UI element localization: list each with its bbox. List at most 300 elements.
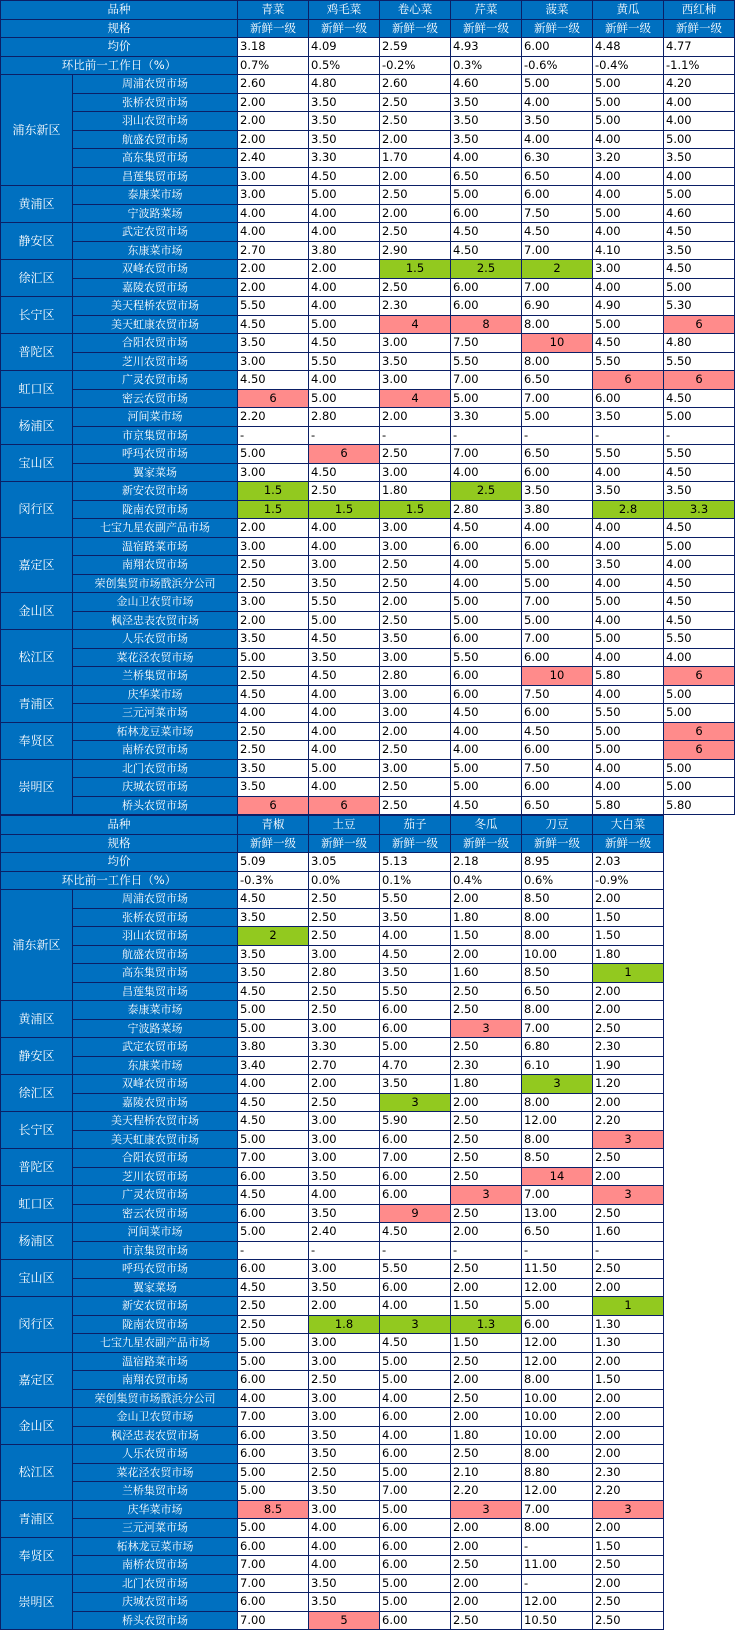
district-name: 青浦区 bbox=[1, 685, 73, 722]
district-name: 宝山区 bbox=[1, 445, 73, 482]
table-row bbox=[1, 519, 735, 538]
district-name: 嘉定区 bbox=[1, 537, 73, 593]
district-name: 虹口区 bbox=[1, 1186, 73, 1223]
district-name: 普陀区 bbox=[1, 1149, 73, 1186]
table-row bbox=[1, 890, 735, 909]
price-cell: 2.50 bbox=[451, 1001, 522, 1020]
price-cell: 4.00 bbox=[593, 167, 664, 186]
price-cell: - bbox=[309, 1241, 380, 1260]
price-cell: 3.00 bbox=[593, 260, 664, 279]
market-name: 北门农贸市场 bbox=[73, 759, 238, 778]
price-cell: 3.00 bbox=[309, 1500, 380, 1519]
empty-cell bbox=[664, 834, 735, 853]
price-cell: 2.50 bbox=[451, 1038, 522, 1057]
price-cell: 2.50 bbox=[451, 1204, 522, 1223]
price-cell: 5.50 bbox=[238, 297, 309, 316]
district-name: 金山区 bbox=[1, 593, 73, 630]
price-cell: 3.30 bbox=[309, 149, 380, 168]
table-row bbox=[1, 482, 735, 501]
price-cell: 5.00 bbox=[522, 611, 593, 630]
price-cell: 2.50 bbox=[451, 1611, 522, 1630]
price-cell: 4.00 bbox=[309, 297, 380, 316]
price-cell: 3.80 bbox=[522, 500, 593, 519]
price-cell: 4.00 bbox=[309, 741, 380, 760]
price-cell: 2.50 bbox=[451, 1112, 522, 1131]
price-cell: 6.00 bbox=[593, 389, 664, 408]
price-cell: 2.00 bbox=[593, 982, 664, 1001]
price-cell: 3 bbox=[593, 1186, 664, 1205]
price-cell: 3.00 bbox=[309, 1334, 380, 1353]
price-cell: 4.50 bbox=[309, 667, 380, 686]
price-cell: - bbox=[522, 1537, 593, 1556]
price-cell: 4.00 bbox=[451, 574, 522, 593]
price-cell: 2.00 bbox=[238, 519, 309, 538]
price-cell: 3.50 bbox=[380, 908, 451, 927]
price-cell: 6.00 bbox=[238, 1167, 309, 1186]
market-name: 广灵农贸市场 bbox=[73, 371, 238, 390]
price-cell: 2.40 bbox=[309, 1223, 380, 1242]
market-name: 嘉陵农贸市场 bbox=[73, 1093, 238, 1112]
price-cell: 4.50 bbox=[664, 260, 735, 279]
table-row bbox=[1, 704, 735, 723]
price-cell: 8.00 bbox=[522, 1519, 593, 1538]
price-cell: 3.30 bbox=[451, 408, 522, 427]
price-cell: 2.80 bbox=[451, 500, 522, 519]
market-name: 北门农贸市场 bbox=[73, 1574, 238, 1593]
market-name: 美天虹康农贸市场 bbox=[73, 315, 238, 334]
price-cell: 7.00 bbox=[380, 1149, 451, 1168]
price-cell: 5.00 bbox=[664, 537, 735, 556]
empty-cell bbox=[664, 1482, 735, 1501]
price-cell: 4.00 bbox=[309, 371, 380, 390]
district-name: 徐汇区 bbox=[1, 260, 73, 297]
empty-cell bbox=[664, 1278, 735, 1297]
price-cell: 2.5 bbox=[451, 260, 522, 279]
price-cell: 2.50 bbox=[380, 556, 451, 575]
price-cell: 2.50 bbox=[380, 445, 451, 464]
price-cell: 4.00 bbox=[522, 93, 593, 112]
price-cell: 7.00 bbox=[522, 593, 593, 612]
table-row bbox=[1, 1445, 735, 1464]
market-name: 人乐农贸市场 bbox=[73, 630, 238, 649]
average-price: 3.05 bbox=[309, 853, 380, 872]
table-row bbox=[1, 1537, 735, 1556]
price-cell: 3.50 bbox=[309, 1278, 380, 1297]
price-cell: 4.00 bbox=[309, 1537, 380, 1556]
price-cell: 2.50 bbox=[451, 1389, 522, 1408]
price-cell: 6.00 bbox=[451, 667, 522, 686]
price-cell: 6.00 bbox=[451, 297, 522, 316]
market-name: 南桥农贸市场 bbox=[73, 1556, 238, 1575]
market-name: 市京集贸市场 bbox=[73, 1241, 238, 1260]
product-name: 茄子 bbox=[380, 816, 451, 835]
empty-cell bbox=[664, 1167, 735, 1186]
price-cell: 4.00 bbox=[238, 704, 309, 723]
price-cell: 5.00 bbox=[309, 611, 380, 630]
price-cell: 6.00 bbox=[238, 1426, 309, 1445]
price-cell: 3 bbox=[451, 1186, 522, 1205]
empty-cell bbox=[664, 1260, 735, 1279]
price-cell: 6.50 bbox=[522, 982, 593, 1001]
price-cell: 2.50 bbox=[380, 611, 451, 630]
price-cell: 2.00 bbox=[451, 1408, 522, 1427]
price-cell: 2.50 bbox=[309, 908, 380, 927]
price-cell: 3 bbox=[522, 1075, 593, 1094]
empty-cell bbox=[664, 853, 735, 872]
price-cell: 6.50 bbox=[522, 167, 593, 186]
table-row bbox=[1, 167, 735, 186]
price-cell: 1.3 bbox=[451, 1315, 522, 1334]
price-cell: 2.20 bbox=[238, 408, 309, 427]
table-row bbox=[1, 445, 735, 464]
price-cell: 1.50 bbox=[451, 927, 522, 946]
market-name: 武定农贸市场 bbox=[73, 223, 238, 242]
price-cell: 4.50 bbox=[238, 315, 309, 334]
price-cell: 4.00 bbox=[593, 519, 664, 538]
district-name: 松江区 bbox=[1, 1445, 73, 1501]
price-cell: 6.00 bbox=[380, 1019, 451, 1038]
price-cell: 4.50 bbox=[522, 223, 593, 242]
price-cell: 3.50 bbox=[309, 1482, 380, 1501]
price-table-leafy bbox=[0, 0, 735, 815]
price-cell: 2.00 bbox=[451, 1537, 522, 1556]
district-name: 虹口区 bbox=[1, 371, 73, 408]
price-cell: 8.00 bbox=[522, 315, 593, 334]
price-cell: 5.00 bbox=[664, 408, 735, 427]
price-cell: 2 bbox=[238, 927, 309, 946]
market-name: 金山卫农贸市场 bbox=[73, 1408, 238, 1427]
price-cell: 2.00 bbox=[380, 408, 451, 427]
market-name: 美天程桥农贸市场 bbox=[73, 297, 238, 316]
price-cell: 6.00 bbox=[522, 704, 593, 723]
market-name: 张桥农贸市场 bbox=[73, 93, 238, 112]
price-cell: 5.50 bbox=[380, 982, 451, 1001]
price-cell: 7.00 bbox=[451, 371, 522, 390]
empty-cell bbox=[664, 1352, 735, 1371]
empty-cell bbox=[664, 945, 735, 964]
table-row bbox=[1, 1038, 735, 1057]
average-price: 4.09 bbox=[309, 38, 380, 57]
empty-cell bbox=[664, 1241, 735, 1260]
price-cell: 4.50 bbox=[664, 389, 735, 408]
price-cell: 3.00 bbox=[380, 685, 451, 704]
empty-cell bbox=[664, 1611, 735, 1630]
table-row bbox=[1, 204, 735, 223]
price-cell: 3 bbox=[593, 1130, 664, 1149]
price-cell: 1.5 bbox=[309, 500, 380, 519]
price-cell: 1.5 bbox=[380, 260, 451, 279]
market-name: 庆华菜市场 bbox=[73, 1500, 238, 1519]
price-cell: 1 bbox=[593, 964, 664, 983]
price-cell: 2.50 bbox=[451, 1167, 522, 1186]
price-cell: 12.00 bbox=[522, 1593, 593, 1612]
price-cell: - bbox=[238, 426, 309, 445]
price-cell: 2.30 bbox=[451, 1056, 522, 1075]
price-cell: 2.5 bbox=[451, 482, 522, 501]
price-cell: 3.50 bbox=[593, 482, 664, 501]
price-cell: 1.30 bbox=[593, 1315, 664, 1334]
district-name: 宝山区 bbox=[1, 1260, 73, 1297]
table-row bbox=[1, 1389, 735, 1408]
price-cell: 1.60 bbox=[593, 1223, 664, 1242]
district-name: 崇明区 bbox=[1, 1574, 73, 1630]
price-cell: 2.00 bbox=[238, 611, 309, 630]
table-row bbox=[1, 352, 735, 371]
average-price: 4.77 bbox=[664, 38, 735, 57]
price-cell: 2.00 bbox=[238, 278, 309, 297]
price-cell: 5.00 bbox=[238, 1482, 309, 1501]
price-cell: 2.00 bbox=[380, 167, 451, 186]
price-cell: 6.00 bbox=[238, 1445, 309, 1464]
market-name: 双峰农贸市场 bbox=[73, 260, 238, 279]
price-cell: 3.00 bbox=[380, 334, 451, 353]
district-name: 松江区 bbox=[1, 630, 73, 686]
price-cell: 4.00 bbox=[380, 1426, 451, 1445]
price-cell: 1.50 bbox=[593, 1371, 664, 1390]
price-cell: 5.00 bbox=[380, 1593, 451, 1612]
price-cell: 4.50 bbox=[238, 371, 309, 390]
price-cell: 6.00 bbox=[380, 1001, 451, 1020]
table-row bbox=[1, 593, 735, 612]
table-row bbox=[1, 741, 735, 760]
product-name: 土豆 bbox=[309, 816, 380, 835]
price-cell: 4.00 bbox=[593, 278, 664, 297]
price-cell: 3.00 bbox=[309, 1260, 380, 1279]
table-row bbox=[1, 1426, 735, 1445]
price-cell: 2.50 bbox=[380, 574, 451, 593]
price-cell: 2.50 bbox=[380, 93, 451, 112]
price-cell: 5.50 bbox=[593, 445, 664, 464]
price-cell: 7.50 bbox=[522, 204, 593, 223]
price-cell: 2.00 bbox=[593, 1001, 664, 1020]
price-cell: 8.50 bbox=[522, 1149, 593, 1168]
table-row bbox=[1, 556, 735, 575]
table-row bbox=[1, 796, 735, 815]
market-name: 广灵农贸市场 bbox=[73, 1186, 238, 1205]
variety-label: 品种 bbox=[1, 1, 238, 20]
price-cell: 5.00 bbox=[522, 574, 593, 593]
market-name: 武定农贸市场 bbox=[73, 1038, 238, 1057]
price-cell: 2.00 bbox=[593, 1408, 664, 1427]
market-name: 泰康菜市场 bbox=[73, 186, 238, 205]
price-cell: 7.00 bbox=[522, 278, 593, 297]
price-cell: 5.00 bbox=[380, 1371, 451, 1390]
price-cell: 4.00 bbox=[664, 648, 735, 667]
price-cell: 2.50 bbox=[593, 1204, 664, 1223]
district-name: 杨浦区 bbox=[1, 408, 73, 445]
product-name: 大白菜 bbox=[593, 816, 664, 835]
price-cell: 4.00 bbox=[593, 648, 664, 667]
table-row bbox=[1, 1463, 735, 1482]
price-cell: 7.00 bbox=[238, 1611, 309, 1630]
price-cell: 3 bbox=[380, 1093, 451, 1112]
market-name: 金山卫农贸市场 bbox=[73, 593, 238, 612]
price-cell: - bbox=[664, 426, 735, 445]
price-cell: 6.00 bbox=[522, 741, 593, 760]
price-cell: 5.00 bbox=[451, 593, 522, 612]
market-name: 枫泾忠表农贸市场 bbox=[73, 611, 238, 630]
product-spec: 新鲜一级 bbox=[238, 19, 309, 38]
price-cell: 5.00 bbox=[664, 778, 735, 797]
price-cell: 3.50 bbox=[451, 112, 522, 131]
price-cell: 8.50 bbox=[522, 890, 593, 909]
price-cell: 5.00 bbox=[522, 556, 593, 575]
market-name: 陇南农贸市场 bbox=[73, 500, 238, 519]
price-cell: 2.00 bbox=[593, 1574, 664, 1593]
price-cell: 5.00 bbox=[451, 186, 522, 205]
product-name: 西红柿 bbox=[664, 1, 735, 20]
price-cell: 2.50 bbox=[451, 1445, 522, 1464]
price-cell: 3.50 bbox=[380, 1075, 451, 1094]
price-cell: 4.50 bbox=[238, 1278, 309, 1297]
table-row bbox=[1, 1297, 735, 1316]
price-cell: 7.00 bbox=[238, 1149, 309, 1168]
change-label: 环比前一工作日（%） bbox=[1, 56, 238, 75]
price-cell: 5.00 bbox=[309, 186, 380, 205]
price-cell: 3.50 bbox=[593, 556, 664, 575]
market-name: 双峰农贸市场 bbox=[73, 1075, 238, 1094]
price-cell: 4.00 bbox=[593, 186, 664, 205]
market-name: 高东集贸市场 bbox=[73, 149, 238, 168]
average-price: 3.18 bbox=[238, 38, 309, 57]
table-row bbox=[1, 75, 735, 94]
market-name: 兰桥集贸市场 bbox=[73, 667, 238, 686]
market-name: 三元河菜市场 bbox=[73, 704, 238, 723]
district-name: 崇明区 bbox=[1, 759, 73, 815]
price-cell: 3.50 bbox=[309, 130, 380, 149]
price-cell: 3.50 bbox=[238, 964, 309, 983]
price-cell: 2.50 bbox=[380, 778, 451, 797]
product-spec: 新鲜一级 bbox=[309, 19, 380, 38]
price-cell: 5.50 bbox=[664, 630, 735, 649]
average-price: 6.00 bbox=[522, 38, 593, 57]
empty-cell bbox=[664, 1093, 735, 1112]
price-cell: 4.00 bbox=[238, 1075, 309, 1094]
market-name: 河间菜市场 bbox=[73, 408, 238, 427]
price-cell: 6.00 bbox=[380, 1130, 451, 1149]
price-cell: 4.60 bbox=[451, 75, 522, 94]
market-name: 昌莲集贸市场 bbox=[73, 167, 238, 186]
price-cell: 8.00 bbox=[522, 1093, 593, 1112]
price-cell: 6.10 bbox=[522, 1056, 593, 1075]
price-cell: 2.40 bbox=[238, 149, 309, 168]
table-row bbox=[1, 1167, 735, 1186]
price-cell: 5.00 bbox=[451, 389, 522, 408]
price-cell: 4.00 bbox=[522, 519, 593, 538]
product-name: 刀豆 bbox=[522, 816, 593, 835]
price-cell: 2.50 bbox=[451, 1130, 522, 1149]
average-price: 2.18 bbox=[451, 853, 522, 872]
price-cell: - bbox=[522, 426, 593, 445]
price-cell: 4.00 bbox=[309, 278, 380, 297]
price-cell: 6 bbox=[309, 445, 380, 464]
price-cell: 3.50 bbox=[664, 241, 735, 260]
market-name: 荣创集贸市场戬浜分公司 bbox=[73, 574, 238, 593]
table-row bbox=[1, 945, 735, 964]
price-cell: 5.00 bbox=[593, 315, 664, 334]
price-cell: 2.60 bbox=[238, 75, 309, 94]
product-name: 黄瓜 bbox=[593, 1, 664, 20]
price-cell: 4.00 bbox=[593, 574, 664, 593]
price-cell: 2.00 bbox=[380, 593, 451, 612]
product-spec: 新鲜一级 bbox=[664, 19, 735, 38]
price-cell: 3.00 bbox=[309, 1149, 380, 1168]
price-cell: 4.50 bbox=[238, 1186, 309, 1205]
price-cell: 2.50 bbox=[309, 982, 380, 1001]
price-cell: 1.80 bbox=[451, 1075, 522, 1094]
market-name: 桥头农贸市场 bbox=[73, 1611, 238, 1630]
price-cell: 1.60 bbox=[451, 964, 522, 983]
price-cell: 2.00 bbox=[593, 1426, 664, 1445]
price-table-other bbox=[0, 815, 735, 1630]
price-cell: 4.50 bbox=[522, 722, 593, 741]
price-cell: 8.50 bbox=[522, 964, 593, 983]
price-cell: 4.00 bbox=[593, 130, 664, 149]
price-cell: 4.50 bbox=[238, 1093, 309, 1112]
price-cell: 3.00 bbox=[380, 648, 451, 667]
price-cell: 1.20 bbox=[593, 1075, 664, 1094]
price-cell: 9 bbox=[380, 1204, 451, 1223]
price-cell: 4.00 bbox=[664, 167, 735, 186]
price-cell: 5.00 bbox=[593, 112, 664, 131]
price-cell: 2.50 bbox=[238, 667, 309, 686]
market-name: 新安农贸市场 bbox=[73, 1297, 238, 1316]
price-cell: 2.50 bbox=[380, 278, 451, 297]
empty-cell bbox=[664, 1019, 735, 1038]
price-cell: 6.00 bbox=[522, 648, 593, 667]
price-cell: 4.80 bbox=[309, 75, 380, 94]
price-cell: 5.00 bbox=[238, 1519, 309, 1538]
price-cell: 7.00 bbox=[380, 1482, 451, 1501]
price-cell: 3.50 bbox=[309, 1167, 380, 1186]
price-cell: 2.90 bbox=[380, 241, 451, 260]
price-cell: 6.80 bbox=[522, 1038, 593, 1057]
price-cell: 5.00 bbox=[593, 204, 664, 223]
price-cell: - bbox=[238, 1241, 309, 1260]
price-cell: 12.00 bbox=[522, 1278, 593, 1297]
price-cell: 4.00 bbox=[593, 759, 664, 778]
price-cell: 2.50 bbox=[451, 1260, 522, 1279]
price-change: -0.3% bbox=[238, 871, 309, 890]
price-cell: 4.00 bbox=[309, 704, 380, 723]
table-row bbox=[1, 1019, 735, 1038]
price-cell: 4.50 bbox=[664, 223, 735, 242]
price-cell: 3.50 bbox=[309, 574, 380, 593]
price-change: -0.9% bbox=[593, 871, 664, 890]
price-cell: 3.00 bbox=[380, 704, 451, 723]
market-name: 羽山农贸市场 bbox=[73, 112, 238, 131]
table-row bbox=[1, 112, 735, 131]
empty-cell bbox=[664, 1056, 735, 1075]
table-row bbox=[1, 1001, 735, 1020]
price-cell: 3.50 bbox=[309, 1593, 380, 1612]
price-cell: 6.50 bbox=[522, 371, 593, 390]
price-cell: 5.00 bbox=[380, 1500, 451, 1519]
price-cell: 4.00 bbox=[522, 130, 593, 149]
empty-cell bbox=[664, 1463, 735, 1482]
price-cell: 3.00 bbox=[238, 593, 309, 612]
price-cell: 6.00 bbox=[522, 778, 593, 797]
price-cell: 5.00 bbox=[664, 186, 735, 205]
price-cell: 3.00 bbox=[309, 1019, 380, 1038]
price-cell: 6 bbox=[664, 722, 735, 741]
price-cell: 3 bbox=[380, 1315, 451, 1334]
price-cell: 2.50 bbox=[309, 1463, 380, 1482]
price-cell: 5.50 bbox=[380, 1260, 451, 1279]
market-name: 陇南农贸市场 bbox=[73, 1315, 238, 1334]
price-cell: 1 bbox=[593, 1297, 664, 1316]
price-cell: 3.00 bbox=[309, 1130, 380, 1149]
